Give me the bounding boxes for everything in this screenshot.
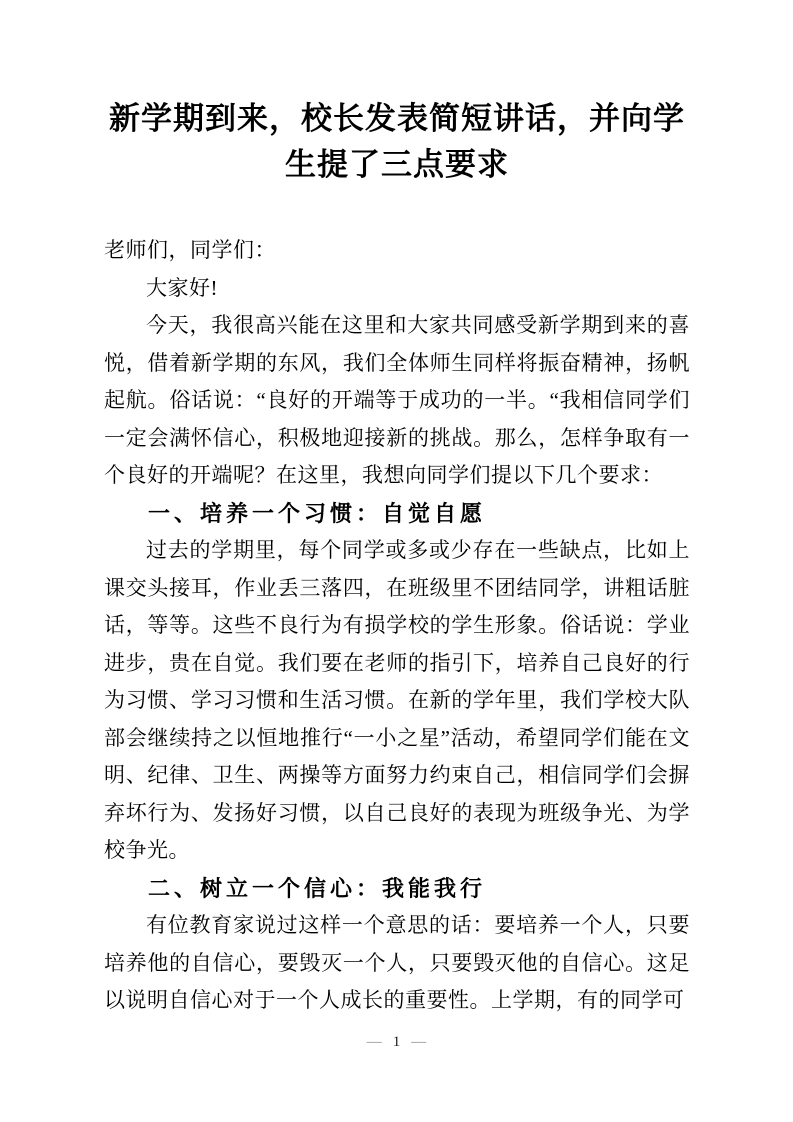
salutation-line: 老师们，同学们：: [104, 238, 276, 262]
greeting-line: 大家好!: [146, 275, 218, 300]
section-heading-2: 二、树立一个信心：我能我行: [148, 875, 487, 901]
section-2-paragraph: 有位教育家说过这样一个意思的话：要培养一个人，只要培养他的自信心，要毁灭一个人，只要毁灭他的自信心。这足以说明自信心对于一个人成长的重要性。上学期，有的同学可: [104, 913, 690, 1012]
page-number-value: 1: [392, 1034, 401, 1050]
page-number-dash-right: —: [411, 1034, 427, 1050]
page-number: [0, 1032, 793, 1052]
section-heading-1: 一、培养一个习惯：自觉自愿: [148, 500, 487, 526]
document-title: 新学期到来，校长发表简短讲话，并向学生提了三点要求: [109, 101, 685, 182]
intro-paragraph: 今天，我很高兴能在这里和大家共同感受新学期到来的喜悦，借着新学期的东风，我们全体师生同样将振奋精神，扬帆起航。俗话说：“良好的开端等于成功的一半。“我相信同学们一定会满怀信心，积极地迎接新的挑战。那么，怎样争取有一个良好的开端呢？在这里，我想向同学们提以下几个要求：: [104, 313, 690, 487]
page-number-dash-left: —: [366, 1034, 382, 1050]
section-1-paragraph: 过去的学期里，每个同学或多或少存在一些缺点，比如上课交头接耳，作业丢三落四，在班级里不团结同学，讲粗话脏话，等等。这些不良行为有损学校的学生形象。俗话说：学业进步，贵在自觉。我们要在老师的指引下，培养自己良好的行为习惯、学习习惯和生活习惯。在新的学年里，我们学校大队部会继续持之以恒地推行“一小之星”活动，希望同学们能在文明、纪律、卫生、两操等方面努力约束自己，相信同学们会摒弃坏行为、发扬好习惯，以自己良好的表现为班级争光、为学校争光。: [104, 538, 690, 862]
